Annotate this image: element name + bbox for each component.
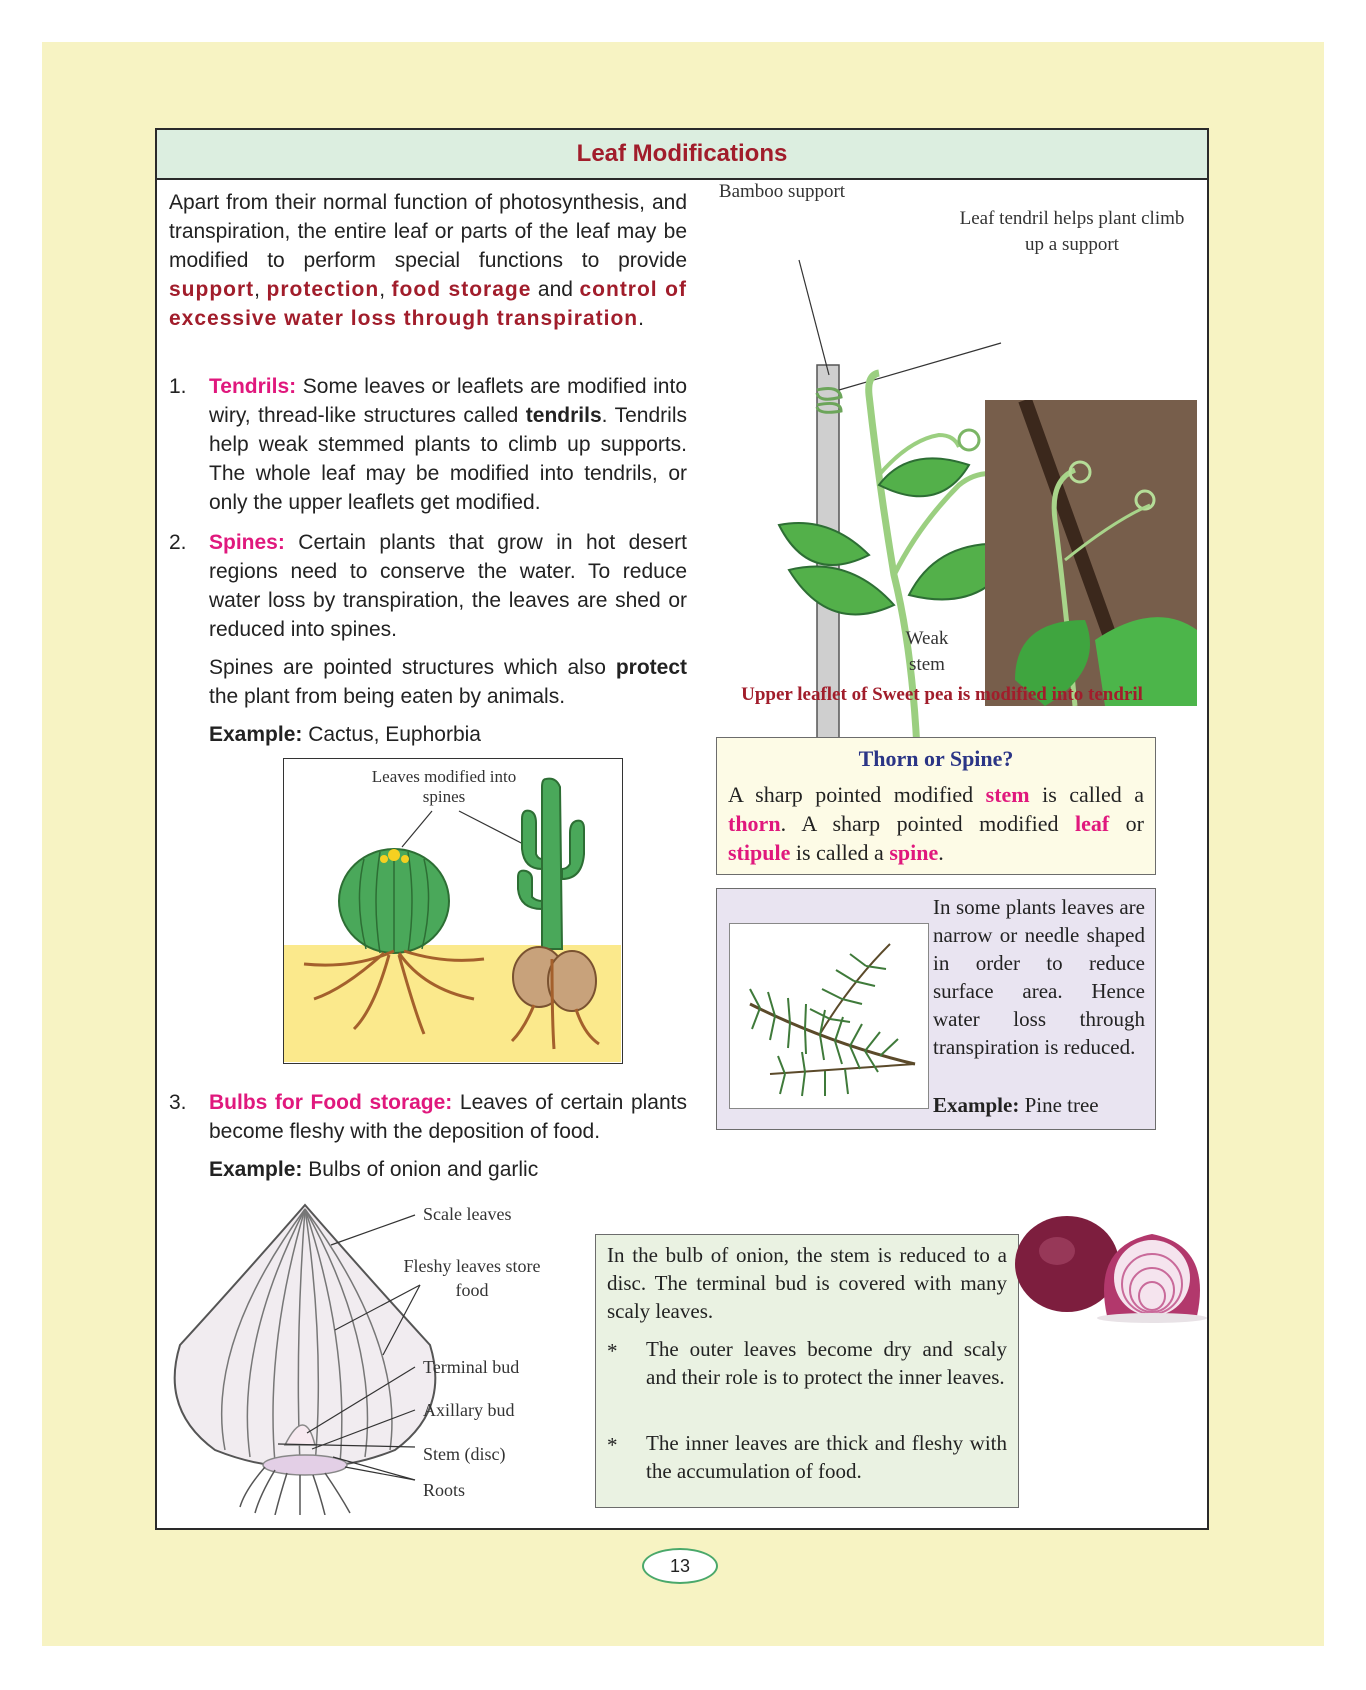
term-control: control of excessive water loss through transpiration — [169, 278, 687, 330]
item-text: the plant from being eaten by animals. — [209, 685, 566, 708]
item-spines — [169, 528, 687, 749]
thorn-box-text — [728, 780, 1144, 867]
term-spine: spine — [889, 840, 939, 865]
pine-image — [729, 923, 929, 1109]
pine-box-text: In some plants leaves are narrow or needle shaped in order to reduce surface area. Hence water loss through transpiration is reduced. — [933, 895, 1145, 1059]
onion-box-intro: In the bulb of onion, the stem is reduced to a disc. The terminal bud is covered with many scaly leaves. — [607, 1243, 1007, 1323]
bamboo-label: Bamboo support — [718, 181, 846, 202]
term-stem: stem — [985, 782, 1030, 807]
fleshy-leaves-label: Fleshy leaves store food — [403, 1256, 541, 1300]
item-text: Certain plants that grow in hot desert regions need to conserve the water. To reduce water loss by transpiration, the leaves are shed or reduced into spines. — [209, 531, 687, 641]
bullet-star: * — [607, 1433, 618, 1457]
punct: . — [638, 307, 644, 330]
item-text: Leaves of certain plants become fleshy with the deposition of food. — [209, 1091, 687, 1143]
content-frame — [155, 128, 1209, 1530]
pine-box-example — [933, 1093, 1145, 1118]
thorn-spine-box — [716, 737, 1156, 875]
punct: , — [254, 278, 267, 301]
term-food-storage: food storage — [391, 278, 532, 301]
item-number: 2. — [169, 531, 187, 554]
item-text: Spines are pointed structures which also — [209, 656, 616, 679]
thorn-box-title: Thorn or Spine? — [858, 746, 1014, 771]
bold-term: tendrils — [525, 404, 602, 427]
box-text: A sharp pointed modified — [728, 782, 986, 807]
intro-and: and — [531, 278, 580, 301]
term-thorn: thorn — [728, 811, 781, 836]
sweet-pea-photo — [985, 400, 1197, 706]
cactus-illustration — [284, 759, 621, 1062]
punct: , — [379, 278, 392, 301]
onion-info-box — [595, 1234, 1019, 1508]
weak-stem-label: Weak stem — [905, 628, 949, 675]
item-number: 1. — [169, 375, 187, 398]
item-number: 3. — [169, 1091, 187, 1114]
pine-box — [716, 888, 1156, 1130]
page-number: 13 — [642, 1548, 718, 1584]
item-bulbs — [169, 1088, 687, 1184]
box-text: is called a — [790, 840, 890, 865]
spines-paragraph — [209, 653, 687, 711]
example-text: Cactus, Euphorbia — [302, 723, 481, 746]
example-label: Example: — [209, 723, 303, 746]
term-protection: protection — [266, 278, 380, 301]
example-label: Example: — [209, 1158, 303, 1181]
item-text: . Tendrils help weak stemmed plants to climb up supports. The whole leaf may be modified into tendrils, or only the upper leaflets get modified. — [209, 404, 687, 514]
page-title: Leaf Modifications — [576, 140, 788, 167]
term-support: support — [169, 278, 255, 301]
box-text: is called a — [1029, 782, 1144, 807]
tendril-label: Leaf tendril helps plant climb up a support — [959, 208, 1185, 255]
spines-example — [209, 720, 687, 749]
intro-text: Apart from their normal function of photosynthesis, and transpiration, the entire leaf or parts of the leaf may be modified to perform special functions to provide — [169, 191, 687, 272]
term-leaf: leaf — [1075, 811, 1110, 836]
pea-caption: Upper leaflet of Sweet pea is modified into tendril — [741, 684, 1143, 705]
axillary-bud-label: Axillary bud — [423, 1400, 515, 1420]
example-label: Example: — [933, 1093, 1020, 1117]
bulbs-example — [209, 1155, 687, 1184]
intro-paragraph — [169, 188, 687, 333]
box-text: or — [1109, 811, 1145, 836]
onion-bullet-1: The outer leaves become dry and scaly and their role is to protect the inner leaves. — [646, 1337, 1007, 1389]
stem-disc-label: Stem (disc) — [423, 1444, 506, 1464]
box-text: . — [938, 840, 944, 865]
onion-photo — [1012, 1206, 1212, 1324]
bold-term: protect — [615, 656, 687, 679]
example-text: Pine tree — [1019, 1093, 1099, 1117]
cactus-figure — [283, 758, 623, 1064]
bullet-star: * — [607, 1339, 618, 1363]
roots-label: Roots — [423, 1480, 466, 1500]
term-bulbs: Bulbs for Food storage: — [209, 1091, 453, 1114]
title-bar — [157, 130, 1207, 180]
term-stipule: stipule — [728, 840, 791, 865]
scale-leaves-label: Scale leaves — [423, 1204, 512, 1224]
item-text: Some leaves or leaflets are modified into wiry, thread-like structures called — [209, 375, 687, 427]
item-tendrils — [169, 372, 687, 517]
onion-bullet-2: The inner leaves are thick and fleshy with the accumulation of food. — [646, 1431, 1007, 1483]
terminal-bud-label: Terminal bud — [423, 1357, 520, 1377]
term-tendrils: Tendrils: — [209, 375, 297, 398]
spines-label: Leaves modified into spines — [371, 767, 517, 806]
pine-needle-illustration — [730, 924, 928, 1108]
box-text: . A sharp pointed modified — [780, 811, 1075, 836]
example-text: Bulbs of onion and garlic — [302, 1158, 539, 1181]
term-spines: Spines: — [209, 531, 285, 554]
